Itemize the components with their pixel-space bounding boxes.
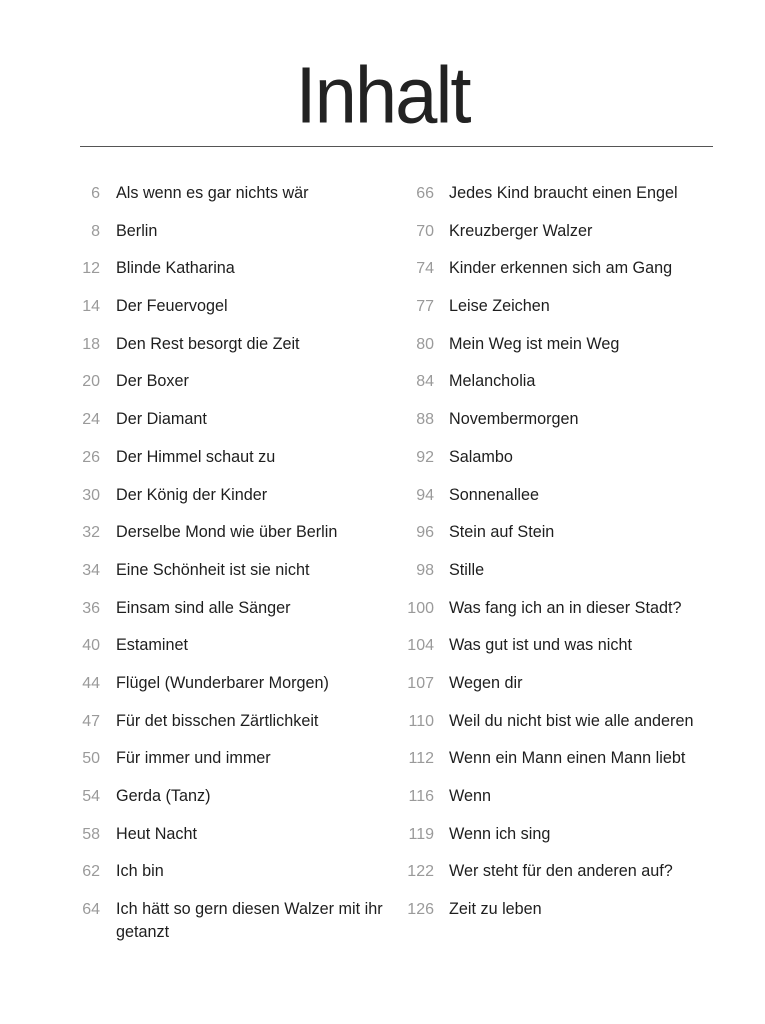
toc-entry	[400, 520, 740, 558]
toc-page-number: 54	[82, 788, 100, 805]
toc-entry	[70, 633, 390, 671]
toc-page-number: 70	[416, 222, 434, 240]
toc-page-number: 104	[407, 637, 434, 655]
toc-page-number: 50	[82, 750, 100, 768]
toc-entry	[400, 256, 740, 294]
title-divider	[80, 146, 713, 147]
toc-page-number: 66	[416, 185, 434, 202]
toc-page-number: 122	[407, 863, 434, 881]
toc-page-number: 92	[416, 448, 434, 466]
toc-song-title: Jedes Kind braucht einen Engel	[449, 184, 678, 202]
toc-page-number: 119	[408, 825, 434, 843]
toc-page-number: 58	[82, 825, 100, 843]
toc-page-number: 62	[82, 863, 100, 881]
toc-entry	[400, 671, 740, 709]
toc-entry	[70, 294, 390, 332]
toc-entry	[70, 897, 390, 942]
toc-song-title: Flügel (Wunderbarer Morgen)	[116, 673, 329, 692]
toc-entry	[400, 407, 740, 445]
toc-song-title: Der König der Kinder	[116, 485, 268, 504]
toc-song-title: Für det bisschen Zärtlichkeit	[116, 711, 319, 730]
toc-page-number: 18	[82, 335, 100, 353]
toc-page-number: 47	[82, 712, 100, 730]
toc-song-title: Berlin	[116, 221, 158, 240]
toc-song-title: Wer steht für den anderen auf?	[449, 862, 673, 881]
toc-song-title: Zeit zu leben	[449, 900, 542, 919]
toc-entry	[400, 332, 740, 370]
toc-entry	[70, 859, 390, 897]
toc-entry	[400, 633, 740, 671]
toc-entry	[70, 746, 390, 784]
toc-entry	[70, 671, 390, 709]
toc-song-title: Wenn	[449, 787, 491, 805]
toc-song-title: Heut Nacht	[116, 824, 197, 843]
toc-song-title: Weil du nicht bist wie alle anderen	[449, 711, 694, 730]
toc-song-title: Kreuzberger Walzer	[449, 221, 593, 240]
toc-song-title: Kinder erkennen sich am Gang	[449, 259, 673, 278]
toc-entry	[70, 219, 390, 257]
toc-page-number: 6	[91, 185, 100, 202]
toc-page-number: 8	[91, 222, 100, 240]
toc-entry	[70, 181, 390, 219]
toc-entry	[70, 596, 390, 634]
toc-song-title: Der Feuervogel	[116, 297, 228, 316]
toc-entry	[70, 558, 390, 596]
toc-entry	[70, 483, 390, 521]
toc-entry	[400, 596, 740, 634]
toc-entry	[400, 746, 740, 784]
toc-page-number: 26	[82, 448, 100, 466]
toc-page-number: 30	[82, 486, 100, 504]
toc-song-title: Leise Zeichen	[449, 297, 550, 316]
toc-entry	[70, 709, 390, 747]
toc-song-title: Sonnenallee	[449, 485, 540, 504]
toc-entry	[400, 822, 740, 860]
toc-page-number: 74	[416, 260, 434, 278]
toc-page-number: 94	[416, 486, 434, 504]
toc-song-title: Mein Weg ist mein Weg	[449, 334, 620, 353]
toc-song-title: Novembermorgen	[449, 410, 579, 429]
toc-entry	[70, 784, 390, 822]
toc-song-title: Der Diamant	[116, 410, 207, 429]
toc-page-number: 36	[82, 599, 100, 617]
toc-entry	[70, 520, 390, 558]
toc-page-number: 64	[82, 901, 100, 919]
toc-entry	[400, 784, 740, 822]
toc-entry	[70, 445, 390, 483]
toc-page-number: 84	[416, 373, 434, 391]
toc-song-title: Ich bin	[116, 862, 164, 881]
toc-song-title: Ich hätt so gern diesen Walzer mit ihr getanzt	[116, 900, 383, 942]
toc-song-title: Derselbe Mond wie über Berlin	[116, 523, 338, 542]
toc-song-title: Für immer und immer	[116, 749, 271, 768]
toc-song-title: Wenn ein Mann einen Mann liebt	[449, 749, 686, 768]
toc-page-number: 116	[408, 788, 434, 805]
toc-entry	[70, 822, 390, 860]
toc-entry	[400, 558, 740, 596]
toc-page-number: 34	[82, 561, 100, 579]
toc-page-number: 12	[82, 260, 100, 278]
toc-song-title: Wegen dir	[449, 673, 523, 692]
toc-page-number: 100	[407, 599, 434, 617]
toc-entry	[400, 897, 740, 935]
toc-song-title: Der Himmel schaut zu	[116, 447, 276, 466]
toc-song-title: Als wenn es gar nichts wär	[116, 184, 309, 202]
toc-entry	[400, 181, 740, 219]
toc-page-number: 96	[416, 524, 434, 542]
toc-song-title: Einsam sind alle Sänger	[116, 598, 291, 617]
toc-page-number: 80	[416, 335, 434, 353]
toc-page-number: 44	[82, 674, 100, 692]
toc-song-title: Gerda (Tanz)	[116, 787, 211, 805]
toc-entry	[400, 859, 740, 897]
toc-entry	[400, 219, 740, 257]
toc-song-title: Stille	[449, 560, 485, 579]
toc-page-number: 20	[82, 373, 100, 391]
toc-page-number: 126	[407, 901, 434, 919]
toc-page-number: 88	[416, 411, 434, 429]
toc-song-title: Was gut ist und was nicht	[449, 636, 632, 655]
toc-song-title: Estaminet	[116, 636, 188, 655]
toc-song-title: Der Boxer	[116, 372, 189, 391]
toc-song-title: Melancholia	[449, 372, 536, 391]
toc-entry	[70, 332, 390, 370]
toc-song-title: Stein auf Stein	[449, 523, 555, 542]
toc-entry	[400, 445, 740, 483]
toc-song-title: Blinde Katharina	[116, 259, 235, 278]
toc-page-number: 40	[82, 637, 100, 655]
toc-entry	[400, 369, 740, 407]
toc-column-left	[70, 181, 390, 942]
toc-page-number: 112	[408, 750, 434, 768]
toc-song-title: Was fang ich an in dieser Stadt?	[449, 598, 682, 617]
toc-entry	[400, 709, 740, 747]
page-title: Inhalt	[295, 50, 470, 141]
toc-entry	[70, 256, 390, 294]
toc-entry	[400, 294, 740, 332]
toc-song-title: Eine Schönheit ist sie nicht	[116, 560, 310, 579]
toc-entry	[400, 483, 740, 521]
toc-entry	[70, 369, 390, 407]
toc-song-title: Salambo	[449, 447, 513, 466]
toc-entry	[70, 407, 390, 445]
toc-page-number: 107	[407, 674, 434, 692]
toc-song-title: Wenn ich sing	[449, 824, 551, 843]
toc-page-number: 32	[82, 524, 100, 542]
toc-song-title: Den Rest besorgt die Zeit	[116, 334, 300, 353]
toc-page-number: 98	[416, 561, 434, 579]
toc-column-right	[400, 181, 740, 935]
toc-page-number: 14	[82, 298, 100, 316]
toc-page-number: 77	[416, 298, 434, 316]
toc-page-number: 24	[82, 411, 100, 429]
toc-page-number: 110	[408, 712, 434, 730]
